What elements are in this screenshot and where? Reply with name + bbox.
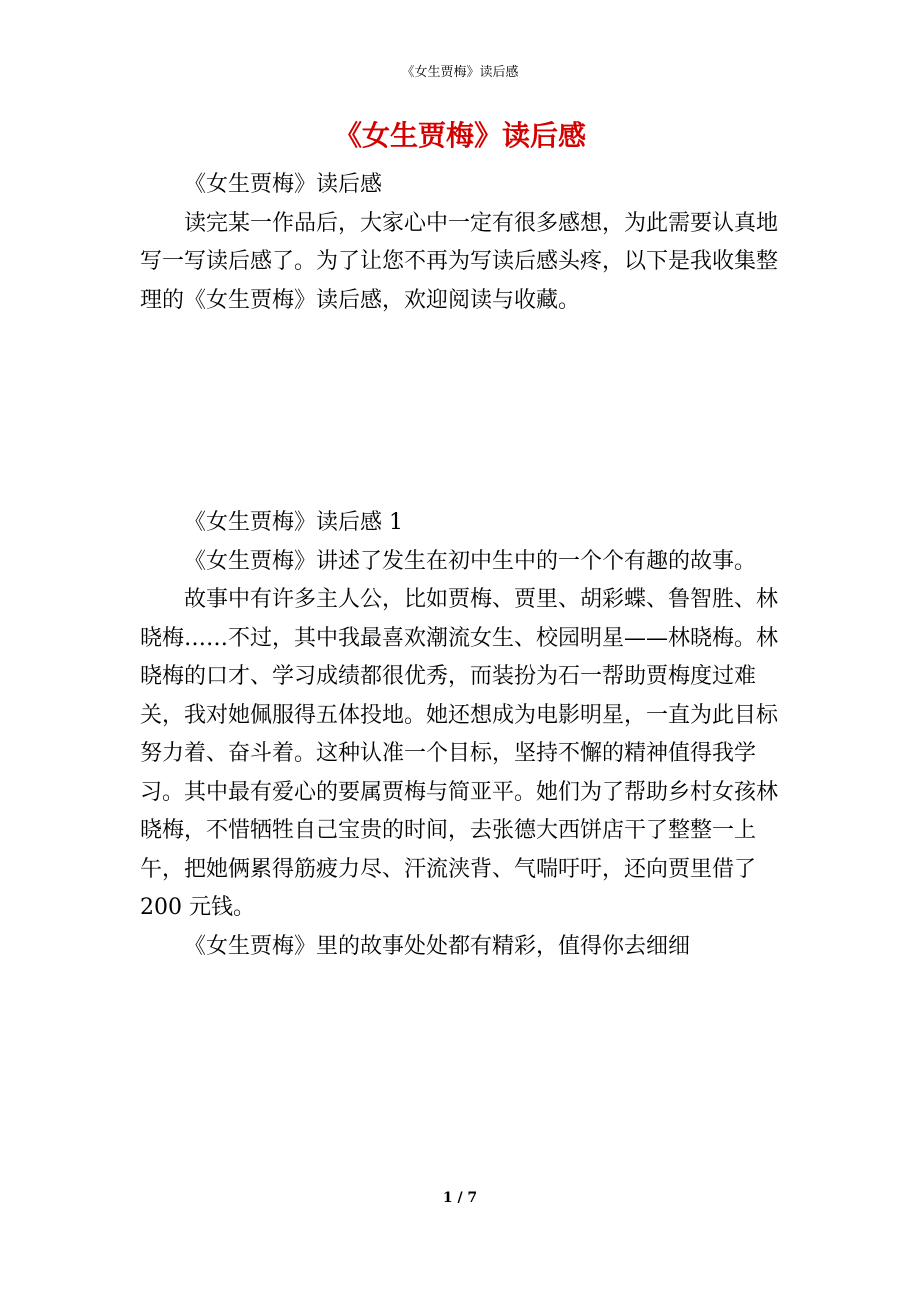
document-title: 《女生贾梅》读后感: [333, 119, 586, 152]
paragraph-3: 《女生贾梅》里的故事处处都有精彩，值得你去细细: [184, 933, 691, 959]
paragraph-1: 《女生贾梅》讲述了发生在初中生中的一个个有趣的故事。: [184, 548, 757, 574]
paragraph-2: 故事中有许多主人公，比如贾梅、贾里、胡彩蝶、鲁智胜、林晓梅……不过，其中我最喜欢潮流女生、校园明星——林晓梅。林晓梅的口才、学习成绩都很优秀，而装扮为石一帮助贾梅度过难关，我对她佩服得五体投地。她还想成为电影明星，一直为此目标努力着、奋斗着。这种认准一个目标，坚持不懈的精神值得我学习。其中最有爱心的要属贾梅与简亚平。她们为了帮助乡村女孩林晓梅，不惜牺牲自己宝贵的时间，去张德大西饼店干了整整一上午，把她俩累得筋疲力尽、汗流浃背、气喘吁吁，还向贾里借了 200 元钱。: [140, 587, 779, 920]
intro-subtitle: 《女生贾梅》读后感: [184, 172, 383, 197]
intro-block: [140, 166, 780, 320]
page-number: 1 / 7: [442, 1190, 478, 1206]
section-1-heading: 《女生贾梅》读后感 1: [184, 510, 403, 535]
section-1: [140, 504, 780, 966]
running-header: 《女生贾梅》读后感: [401, 65, 519, 80]
intro-paragraph: 读完某一作品后，大家心中一定有很多感想，为此需要认真地写一写读后感了。为了让您不再为写读后感头疼，以下是我收集整理的《女生贾梅》读后感，欢迎阅读与收藏。: [140, 210, 779, 313]
